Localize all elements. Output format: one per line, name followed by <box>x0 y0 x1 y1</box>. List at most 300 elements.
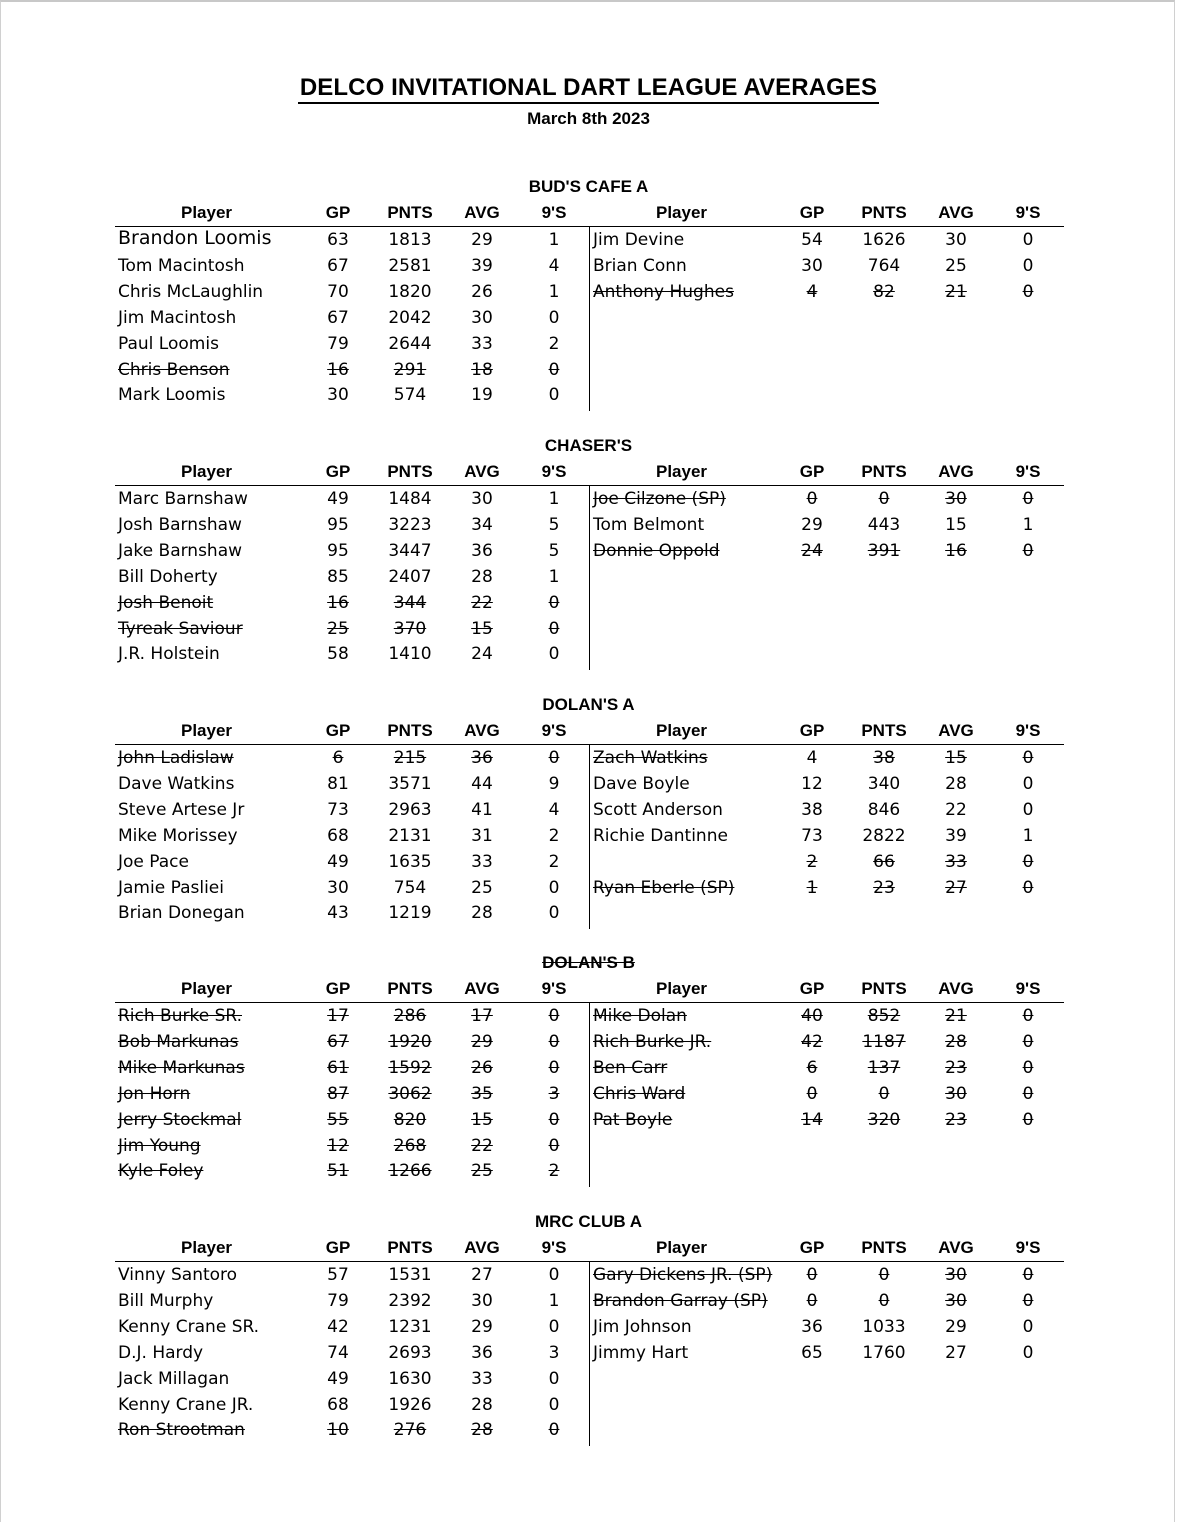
column-header-avg: AVG <box>938 203 974 222</box>
average: 28 <box>945 1031 967 1052</box>
points: 215 <box>393 748 427 768</box>
player-name: Brandon Garray (SP) <box>593 1290 768 1311</box>
average: 26 <box>471 281 493 302</box>
average: 25 <box>471 877 493 898</box>
player-name: Jim Johnson <box>593 1316 692 1337</box>
nines-count: 0 <box>1022 230 1034 250</box>
nines-count: 0 <box>548 385 560 406</box>
player-name: Josh Barnshaw <box>118 514 242 535</box>
player-name: D.J. Hardy <box>118 1342 204 1363</box>
points: 1760 <box>862 1342 906 1363</box>
player-name: Brian Donegan <box>118 903 245 924</box>
games-played: 73 <box>801 825 823 846</box>
player-name: Josh Benoit <box>118 592 214 613</box>
nines-count: 2 <box>548 1161 560 1182</box>
player-name: Zach Watkins <box>593 748 708 768</box>
average: 15 <box>945 748 967 768</box>
nines-count: 1 <box>548 281 560 302</box>
points: 66 <box>873 851 895 872</box>
team-name: MRC CLUB A <box>534 1212 643 1231</box>
player-name: Brian Conn <box>593 255 687 276</box>
column-divider <box>589 1003 590 1187</box>
points: 1187 <box>862 1031 906 1052</box>
nines-count: 1 <box>1022 825 1034 846</box>
points: 344 <box>393 592 427 613</box>
nines-count: 0 <box>548 1265 560 1285</box>
column-header-gp: GP <box>325 462 351 481</box>
nines-count: 0 <box>1022 255 1034 276</box>
average: 15 <box>945 514 967 535</box>
nines-count: 1 <box>548 230 560 250</box>
player-name: Joe Cilzone (SP) <box>593 489 726 509</box>
nines-count: 0 <box>548 644 560 665</box>
column-header-player: Player <box>181 721 233 740</box>
games-played: 63 <box>327 230 349 250</box>
player-name: Vinny Santoro <box>118 1265 238 1285</box>
column-header-avg: AVG <box>464 721 500 740</box>
games-played: 57 <box>327 1265 349 1285</box>
points: 23 <box>873 877 895 898</box>
average: 30 <box>471 1290 493 1311</box>
average: 19 <box>471 385 493 406</box>
column-header-gp: GP <box>799 462 825 481</box>
player-name: Scott Anderson <box>593 799 723 820</box>
games-played: 29 <box>801 514 823 535</box>
player-name: Jon Horn <box>118 1083 191 1104</box>
average: 18 <box>471 359 493 380</box>
column-header-gp: GP <box>325 203 351 222</box>
points: 1635 <box>388 851 432 872</box>
column-header-player: Player <box>656 462 708 481</box>
nines-count: 0 <box>1022 851 1034 872</box>
points: 1484 <box>388 489 432 509</box>
games-played: 49 <box>327 489 349 509</box>
average: 29 <box>471 230 493 250</box>
nines-count: 0 <box>1022 1316 1034 1337</box>
games-played: 14 <box>801 1109 823 1130</box>
nines-count: 4 <box>548 799 560 820</box>
points: 1410 <box>388 644 432 665</box>
column-header-player: Player <box>656 203 708 222</box>
column-header-avg: AVG <box>464 979 500 998</box>
column-header-player: Player <box>656 979 708 998</box>
points: 0 <box>878 1265 890 1285</box>
points: 0 <box>878 1083 890 1104</box>
points: 1626 <box>862 230 906 250</box>
points: 2644 <box>388 333 432 354</box>
average: 36 <box>471 1342 493 1363</box>
column-header-nines: 9'S <box>1015 1238 1041 1257</box>
player-name: Tom Belmont <box>593 514 705 535</box>
average: 26 <box>471 1057 493 1078</box>
player-name: Jim Macintosh <box>118 307 237 328</box>
points: 137 <box>867 1057 901 1078</box>
nines-count: 5 <box>548 514 560 535</box>
average: 23 <box>945 1057 967 1078</box>
games-played: 68 <box>327 825 349 846</box>
column-header-player: Player <box>181 979 233 998</box>
average: 30 <box>945 1083 967 1104</box>
player-name: Jerry Stockmal <box>118 1109 242 1130</box>
average: 30 <box>945 489 967 509</box>
average: 21 <box>945 1006 967 1026</box>
average: 44 <box>471 773 493 794</box>
column-header-player: Player <box>656 1238 708 1257</box>
games-played: 81 <box>327 773 349 794</box>
nines-count: 0 <box>548 1006 560 1026</box>
average: 16 <box>945 540 967 561</box>
nines-count: 0 <box>1022 1083 1034 1104</box>
points: 574 <box>393 385 427 406</box>
average: 29 <box>945 1316 967 1337</box>
nines-count: 0 <box>548 1109 560 1130</box>
average: 25 <box>945 255 967 276</box>
player-name: Donnie Oppold <box>593 540 720 561</box>
column-header-avg: AVG <box>464 1238 500 1257</box>
games-played: 25 <box>327 618 349 639</box>
points: 2963 <box>388 799 432 820</box>
points: 443 <box>867 514 901 535</box>
player-name: Steve Artese Jr <box>118 799 245 820</box>
page-title-text: DELCO INVITATIONAL DART LEAGUE AVERAGES <box>298 74 879 104</box>
player-name: Mike Morissey <box>118 825 238 846</box>
column-divider <box>589 227 590 411</box>
average: 30 <box>945 1265 967 1285</box>
games-played: 79 <box>327 1290 349 1311</box>
average: 25 <box>471 1161 493 1182</box>
points: 1920 <box>388 1031 432 1052</box>
team-name: BUD'S CAFE A <box>528 177 649 196</box>
games-played: 4 <box>806 281 818 302</box>
nines-count: 0 <box>548 618 560 639</box>
points: 2392 <box>388 1290 432 1311</box>
player-name: Jake Barnshaw <box>118 540 243 561</box>
average: 28 <box>945 773 967 794</box>
games-played: 30 <box>801 255 823 276</box>
column-header-pnts: PNTS <box>387 1238 433 1257</box>
team-name: DOLAN'S B <box>542 953 635 972</box>
games-played: 65 <box>801 1342 823 1363</box>
games-played: 2 <box>806 851 818 872</box>
player-name: Kenny Crane JR. <box>118 1394 254 1415</box>
average: 23 <box>945 1109 967 1130</box>
average: 22 <box>945 799 967 820</box>
player-name: Gary Dickens JR. (SP) <box>593 1265 773 1285</box>
column-header-nines: 9'S <box>541 462 567 481</box>
column-header-pnts: PNTS <box>861 979 907 998</box>
nines-count: 0 <box>548 903 560 924</box>
nines-count: 0 <box>1022 1006 1034 1026</box>
games-played: 95 <box>327 514 349 535</box>
games-played: 58 <box>327 644 349 665</box>
average: 35 <box>471 1083 493 1104</box>
average: 30 <box>945 1290 967 1311</box>
column-header-avg: AVG <box>464 462 500 481</box>
column-header-gp: GP <box>799 721 825 740</box>
average: 15 <box>471 618 493 639</box>
column-header-gp: GP <box>799 203 825 222</box>
average: 33 <box>471 333 493 354</box>
average: 30 <box>471 307 493 328</box>
points: 0 <box>878 489 890 509</box>
nines-count: 3 <box>548 1342 560 1363</box>
nines-count: 0 <box>548 748 560 768</box>
nines-count: 0 <box>1022 489 1034 509</box>
column-header-gp: GP <box>325 1238 351 1257</box>
average: 22 <box>471 1135 493 1156</box>
points: 3571 <box>388 773 432 794</box>
nines-count: 0 <box>1022 281 1034 302</box>
games-played: 68 <box>327 1394 349 1415</box>
column-header-nines: 9'S <box>541 979 567 998</box>
points: 2042 <box>388 307 432 328</box>
nines-count: 1 <box>1022 514 1034 535</box>
column-header-gp: GP <box>799 1238 825 1257</box>
player-name: Ryan Eberle (SP) <box>593 877 735 898</box>
average: 17 <box>471 1006 493 1026</box>
average: 15 <box>471 1109 493 1130</box>
column-header-gp: GP <box>799 979 825 998</box>
games-played: 79 <box>327 333 349 354</box>
nines-count: 0 <box>1022 748 1034 768</box>
games-played: 87 <box>327 1083 349 1104</box>
player-name: Pat Boyle <box>593 1109 673 1130</box>
column-header-gp: GP <box>325 979 351 998</box>
player-name: Jack Millagan <box>118 1368 230 1389</box>
points: 2581 <box>388 255 432 276</box>
points: 82 <box>873 281 895 302</box>
column-header-pnts: PNTS <box>387 721 433 740</box>
average: 28 <box>471 1420 493 1441</box>
column-header-pnts: PNTS <box>861 721 907 740</box>
nines-count: 1 <box>548 566 560 587</box>
points: 754 <box>393 877 427 898</box>
games-played: 10 <box>327 1420 349 1441</box>
average: 30 <box>945 230 967 250</box>
points: 3447 <box>388 540 432 561</box>
points: 1266 <box>388 1161 432 1182</box>
player-name: Tom Macintosh <box>118 255 245 276</box>
games-played: 0 <box>806 1083 818 1104</box>
points: 1592 <box>388 1057 432 1078</box>
player-name: Mike Dolan <box>593 1006 687 1026</box>
column-header-avg: AVG <box>938 1238 974 1257</box>
games-played: 67 <box>327 255 349 276</box>
average: 39 <box>945 825 967 846</box>
average: 31 <box>471 825 493 846</box>
column-header-avg: AVG <box>938 721 974 740</box>
points: 3062 <box>388 1083 432 1104</box>
games-played: 16 <box>327 592 349 613</box>
nines-count: 0 <box>548 1135 560 1156</box>
average: 36 <box>471 540 493 561</box>
page-title <box>0 74 1177 102</box>
nines-count: 0 <box>1022 1057 1034 1078</box>
points: 2822 <box>862 825 906 846</box>
points: 1820 <box>388 281 432 302</box>
nines-count: 0 <box>1022 1109 1034 1130</box>
points: 286 <box>393 1006 427 1026</box>
games-played: 30 <box>327 385 349 406</box>
average: 34 <box>471 514 493 535</box>
points: 1219 <box>388 903 432 924</box>
column-header-nines: 9'S <box>1015 721 1041 740</box>
column-divider <box>589 486 590 670</box>
nines-count: 0 <box>548 1031 560 1052</box>
column-header-nines: 9'S <box>541 203 567 222</box>
player-name: Chris McLaughlin <box>118 281 264 302</box>
average: 28 <box>471 566 493 587</box>
games-played: 12 <box>327 1135 349 1156</box>
average: 24 <box>471 644 493 665</box>
games-played: 55 <box>327 1109 349 1130</box>
nines-count: 0 <box>548 1394 560 1415</box>
games-played: 36 <box>801 1316 823 1337</box>
nines-count: 1 <box>548 489 560 509</box>
games-played: 0 <box>806 1290 818 1311</box>
player-name: Jamie Pasliei <box>118 877 224 898</box>
average: 22 <box>471 592 493 613</box>
games-played: 61 <box>327 1057 349 1078</box>
column-header-pnts: PNTS <box>861 1238 907 1257</box>
points: 320 <box>867 1109 901 1130</box>
points: 340 <box>867 773 901 794</box>
average: 33 <box>471 1368 493 1389</box>
nines-count: 1 <box>548 1290 560 1311</box>
player-name: Rich Burke JR. <box>593 1031 712 1052</box>
games-played: 95 <box>327 540 349 561</box>
player-name: Chris Ward <box>593 1083 686 1104</box>
player-name: Paul Loomis <box>118 333 219 354</box>
points: 291 <box>393 359 427 380</box>
games-played: 0 <box>806 489 818 509</box>
player-name: Kenny Crane SR. <box>118 1316 260 1337</box>
team-name: CHASER'S <box>544 436 633 455</box>
column-header-nines: 9'S <box>1015 203 1041 222</box>
player-name: John Ladislaw <box>118 748 234 768</box>
games-played: 6 <box>806 1057 818 1078</box>
nines-count: 0 <box>1022 773 1034 794</box>
points: 38 <box>873 748 895 768</box>
player-name: Mike Markunas <box>118 1057 245 1078</box>
player-name: Richie Dantinne <box>593 825 728 846</box>
points: 1630 <box>388 1368 432 1389</box>
nines-count: 0 <box>1022 1265 1034 1285</box>
games-played: 4 <box>806 748 818 768</box>
column-header-pnts: PNTS <box>387 203 433 222</box>
points: 1926 <box>388 1394 432 1415</box>
nines-count: 0 <box>548 307 560 328</box>
nines-count: 0 <box>548 359 560 380</box>
player-name: Chris Benson <box>118 359 230 380</box>
games-played: 17 <box>327 1006 349 1026</box>
points: 276 <box>393 1420 427 1441</box>
nines-count: 2 <box>548 825 560 846</box>
column-header-player: Player <box>181 1238 233 1257</box>
column-header-player: Player <box>181 462 233 481</box>
nines-count: 0 <box>548 1316 560 1337</box>
points: 2407 <box>388 566 432 587</box>
player-name: Brandon Loomis <box>118 227 272 249</box>
games-played: 73 <box>327 799 349 820</box>
average: 27 <box>945 877 967 898</box>
team-name: DOLAN'S A <box>542 695 635 714</box>
points: 846 <box>867 799 901 820</box>
column-header-pnts: PNTS <box>387 979 433 998</box>
games-played: 51 <box>327 1161 349 1182</box>
nines-count: 0 <box>1022 540 1034 561</box>
column-header-nines: 9'S <box>541 1238 567 1257</box>
player-name: Bob Markunas <box>118 1031 239 1052</box>
games-played: 38 <box>801 799 823 820</box>
player-name: Jim Young <box>118 1135 201 1156</box>
games-played: 24 <box>801 540 823 561</box>
games-played: 74 <box>327 1342 349 1363</box>
player-name: Anthony Hughes <box>593 281 734 302</box>
player-name: Joe Pace <box>118 851 189 872</box>
column-header-player: Player <box>656 721 708 740</box>
average: 28 <box>471 903 493 924</box>
player-name: Jim Devine <box>593 230 685 250</box>
player-name: J.R. Holstein <box>118 644 220 665</box>
average: 36 <box>471 748 493 768</box>
player-name: Ron Strootman <box>118 1420 245 1441</box>
games-played: 16 <box>327 359 349 380</box>
average: 30 <box>471 489 493 509</box>
nines-count: 5 <box>548 540 560 561</box>
games-played: 49 <box>327 1368 349 1389</box>
games-played: 54 <box>801 230 823 250</box>
points: 852 <box>867 1006 901 1026</box>
column-header-nines: 9'S <box>1015 462 1041 481</box>
points: 1531 <box>388 1265 432 1285</box>
games-played: 43 <box>327 903 349 924</box>
points: 820 <box>393 1109 427 1130</box>
average: 28 <box>471 1394 493 1415</box>
average: 33 <box>471 851 493 872</box>
column-header-avg: AVG <box>464 203 500 222</box>
average: 27 <box>945 1342 967 1363</box>
player-name: Dave Watkins <box>118 773 235 794</box>
nines-count: 0 <box>1022 799 1034 820</box>
games-played: 1 <box>806 877 818 898</box>
average: 39 <box>471 255 493 276</box>
games-played: 30 <box>327 877 349 898</box>
points: 1231 <box>388 1316 432 1337</box>
points: 391 <box>867 540 901 561</box>
games-played: 70 <box>327 281 349 302</box>
column-divider <box>589 1262 590 1446</box>
games-played: 6 <box>332 748 344 768</box>
column-header-gp: GP <box>325 721 351 740</box>
page-date: March 8th 2023 <box>527 109 650 128</box>
player-name: Jimmy Hart <box>593 1342 689 1363</box>
nines-count: 0 <box>548 592 560 613</box>
nines-count: 0 <box>548 1057 560 1078</box>
nines-count: 2 <box>548 333 560 354</box>
column-header-player: Player <box>181 203 233 222</box>
nines-count: 0 <box>548 1420 560 1441</box>
column-header-avg: AVG <box>938 462 974 481</box>
column-header-avg: AVG <box>938 979 974 998</box>
nines-count: 0 <box>1022 1342 1034 1363</box>
player-name: Ben Carr <box>593 1057 668 1078</box>
nines-count: 2 <box>548 851 560 872</box>
nines-count: 0 <box>1022 877 1034 898</box>
average: 41 <box>471 799 493 820</box>
points: 370 <box>393 618 427 639</box>
games-played: 42 <box>801 1031 823 1052</box>
